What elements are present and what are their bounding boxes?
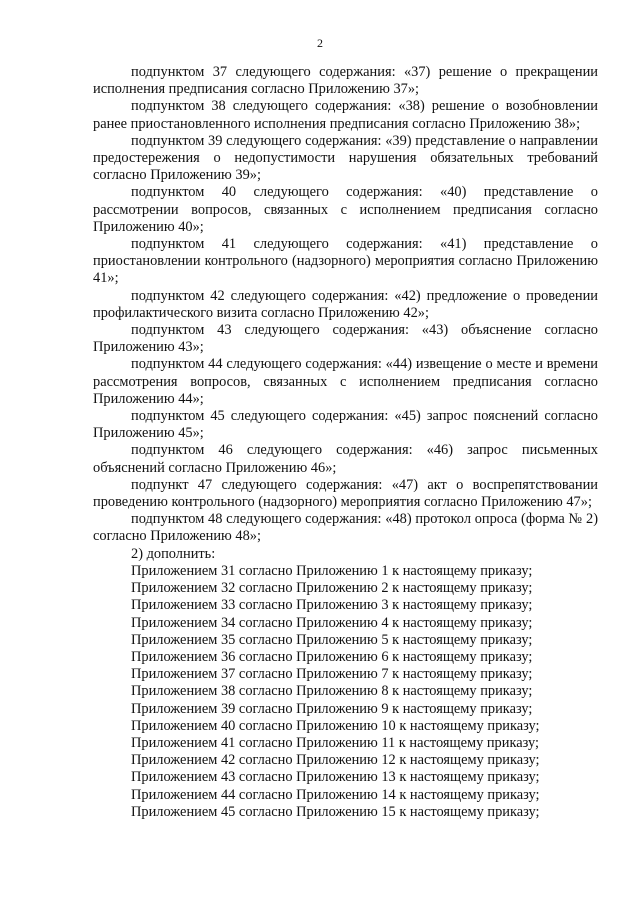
- list-intro: 2) дополнить:: [131, 545, 216, 562]
- paragraph-subitem-42: подпунктом 42 следующего содержания: «42) предложение о проведении профилактического визита согласно Приложению 42»;: [93, 287, 598, 321]
- paragraph-subitem-39: подпунктом 39 следующего содержания: «39) представление о направлении предостережения о недопустимости нарушения обязательных требований согласно Приложению 39»;: [93, 132, 598, 184]
- list-item-appendix-35: Приложением 35 согласно Приложению 5 к настоящему приказу;: [131, 631, 533, 648]
- list-item-appendix-32: Приложением 32 согласно Приложению 2 к настоящему приказу;: [131, 580, 533, 597]
- document-body: [93, 64, 598, 821]
- list-item-appendix-37: Приложением 37 согласно Приложению 7 к настоящему приказу;: [131, 666, 533, 683]
- list-item-appendix-31: Приложением 31 согласно Приложению 1 к настоящему приказу;: [131, 562, 533, 579]
- list-item-appendix-34: Приложением 34 согласно Приложению 4 к настоящему приказу;: [131, 614, 533, 631]
- paragraph-subitem-43: подпунктом 43 следующего содержания: «43) объяснение согласно Приложению 43»;: [93, 322, 598, 356]
- list-item-appendix-38: Приложением 38 согласно Приложению 8 к настоящему приказу;: [131, 683, 533, 700]
- list-item-appendix-44: Приложением 44 согласно Приложению 14 к настоящему приказу;: [131, 786, 540, 803]
- list-item-appendix-33: Приложением 33 согласно Приложению 3 к настоящему приказу;: [131, 597, 533, 614]
- page-number: 2: [317, 36, 323, 50]
- list-item-appendix-39: Приложением 39 согласно Приложению 9 к настоящему приказу;: [131, 700, 533, 717]
- list-item-appendix-42: Приложением 42 согласно Приложению 12 к настоящему приказу;: [131, 752, 540, 769]
- paragraph-subitem-40: подпунктом 40 следующего содержания: «40) представление о рассмотрении вопросов, связанных с исполнением предписания согласно Приложению 40»;: [93, 184, 598, 235]
- paragraph-subitem-44: подпунктом 44 следующего содержания: «44) извещение о месте и времени рассмотрения вопросов, связанных с исполнением предписания согласно Приложению 44»;: [93, 356, 598, 407]
- paragraph-subitem-48: подпунктом 48 следующего содержания: «48) протокол опроса (форма № 2) согласно Приложению 48»;: [93, 511, 598, 545]
- paragraph-subitem-38: подпунктом 38 следующего содержания: «38) решение о возобновлении ранее приостановленного исполнения предписания согласно Приложению 38»;: [93, 98, 598, 132]
- paragraph-subitem-46: подпунктом 46 следующего содержания: «46) запрос письменных объяснений согласно Приложению 46»;: [93, 442, 598, 476]
- paragraph-subitem-41: подпунктом 41 следующего содержания: «41) представление о приостановлении контрольного (надзорного) мероприятия согласно Приложению 41»;: [93, 236, 598, 287]
- list-item-appendix-41: Приложением 41 согласно Приложению 11 к настоящему приказу;: [131, 734, 540, 751]
- paragraph-subitem-45: подпунктом 45 следующего содержания: «45) запрос пояснений согласно Приложению 45»;: [93, 408, 598, 442]
- list-item-appendix-45: Приложением 45 согласно Приложению 15 к настоящему приказу;: [131, 803, 540, 820]
- list-item-appendix-43: Приложением 43 согласно Приложению 13 к настоящему приказу;: [131, 769, 540, 786]
- paragraph-subitem-47: подпункт 47 следующего содержания: «47) акт о воспрепятствовании проведению контрольного (надзорного) мероприятия согласно Приложению 47»;: [93, 476, 598, 511]
- paragraph-subitem-37: подпунктом 37 следующего содержания: «37) решение о прекращении исполнения предписания согласно Приложению 37»;: [93, 64, 598, 98]
- list-item-appendix-40: Приложением 40 согласно Приложению 10 к настоящему приказу;: [131, 717, 540, 734]
- list-item-appendix-36: Приложением 36 согласно Приложению 6 к настоящему приказу;: [131, 648, 533, 665]
